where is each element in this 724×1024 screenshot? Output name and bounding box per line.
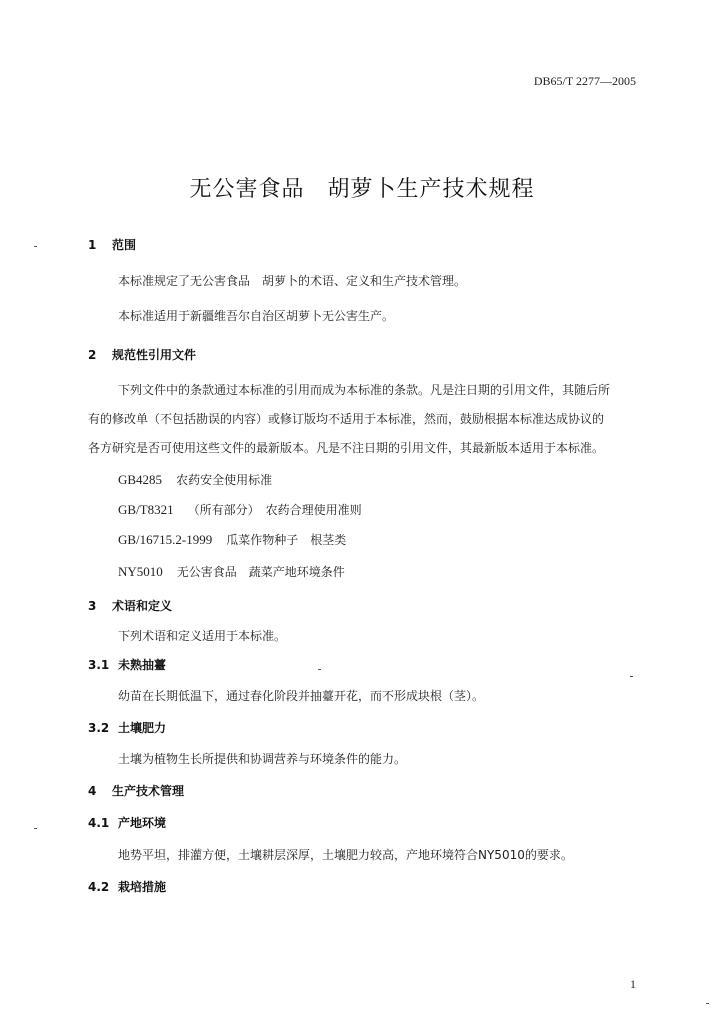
subsection-number: 3.2: [88, 721, 110, 735]
reference-name: 农药安全使用标准: [176, 473, 273, 487]
section-1-heading: [88, 236, 136, 253]
section-4-heading: [88, 782, 184, 799]
reference-item: [118, 501, 362, 518]
subsection-number: 3.1: [88, 658, 110, 672]
document-title: 无公害食品 胡萝卜生产技术规程: [189, 177, 535, 202]
scan-speck: [318, 669, 321, 670]
subsection-number: 4.1: [88, 816, 110, 830]
definition-text: 土壤为植物生长所提供和协调营养与环境条件的能力。: [118, 752, 407, 766]
reference-item: [118, 471, 272, 488]
reference-item: [118, 531, 346, 548]
paragraph: 本标准适用于新疆维吾尔自治区胡萝卜无公害生产。: [118, 309, 395, 323]
paragraph: 地势平坦，排灌方便，土壤耕层深厚，土壤肥力较高，产地环境符合NY5010的要求。: [118, 848, 573, 862]
paragraph-line: 下列文件中的条款通过本标准的引用而成为本标准的条款。凡是注日期的引用文件，其随后所: [118, 383, 611, 397]
subsection-3-2-heading: [88, 719, 166, 736]
section-title: 生产技术管理: [112, 784, 185, 798]
scan-speck: [706, 1003, 709, 1004]
scan-speck: [34, 828, 37, 829]
reference-code: GB/T8321: [118, 502, 174, 517]
reference-code: GB/16715.2-1999: [118, 532, 213, 547]
standard-code: DB65/T 2277—2005: [533, 74, 636, 88]
reference-name: 瓜菜作物种子 根茎类: [226, 533, 347, 547]
scan-speck: [630, 676, 633, 677]
paragraph: 本标准规定了无公害食品 胡萝卜的术语、定义和生产技术管理。: [118, 274, 467, 288]
subsection-number: 4.2: [88, 880, 110, 894]
subsection-title: 土壤肥力: [118, 721, 167, 735]
reference-code: GB4285: [118, 472, 163, 487]
section-number: 4: [88, 784, 97, 798]
reference-item: [118, 563, 345, 580]
scan-speck: [34, 246, 37, 247]
subsection-title: 产地环境: [118, 816, 167, 830]
section-number: 3: [88, 599, 97, 613]
section-title: 规范性引用文件: [112, 348, 197, 362]
reference-code: NY5010: [118, 564, 163, 579]
subsection-title: 未熟抽薹: [118, 658, 167, 672]
subsection-4-2-heading: [88, 878, 166, 895]
subsection-title: 栽培措施: [118, 880, 167, 894]
page-number: 1: [630, 977, 636, 991]
subsection-3-1-heading: [88, 656, 166, 673]
subsection-4-1-heading: [88, 814, 166, 831]
paragraph-line: 各方研究是否可使用这些文件的最新版本。凡是不注日期的引用文件，其最新版本适用于本标准。: [88, 441, 605, 455]
paragraph-line: 有的修改单（不包括勘误的内容）或修订版均不适用于本标准，然而，鼓励根据本标准达成协议的: [88, 412, 605, 426]
reference-name: （所有部分） 农药合理使用准则: [187, 503, 362, 517]
section-title: 术语和定义: [112, 599, 173, 613]
definition-text: 幼苗在长期低温下，通过春化阶段并抽薹开花，而不形成块根（茎）。: [118, 689, 485, 703]
section-number: 1: [88, 238, 97, 252]
section-2-heading: [88, 346, 196, 363]
paragraph: 下列术语和定义适用于本标准。: [118, 629, 287, 643]
section-title: 范围: [112, 238, 137, 252]
section-number: 2: [88, 348, 97, 362]
section-3-heading: [88, 597, 172, 614]
reference-name: 无公害食品 蔬菜产地环境条件: [176, 565, 345, 579]
